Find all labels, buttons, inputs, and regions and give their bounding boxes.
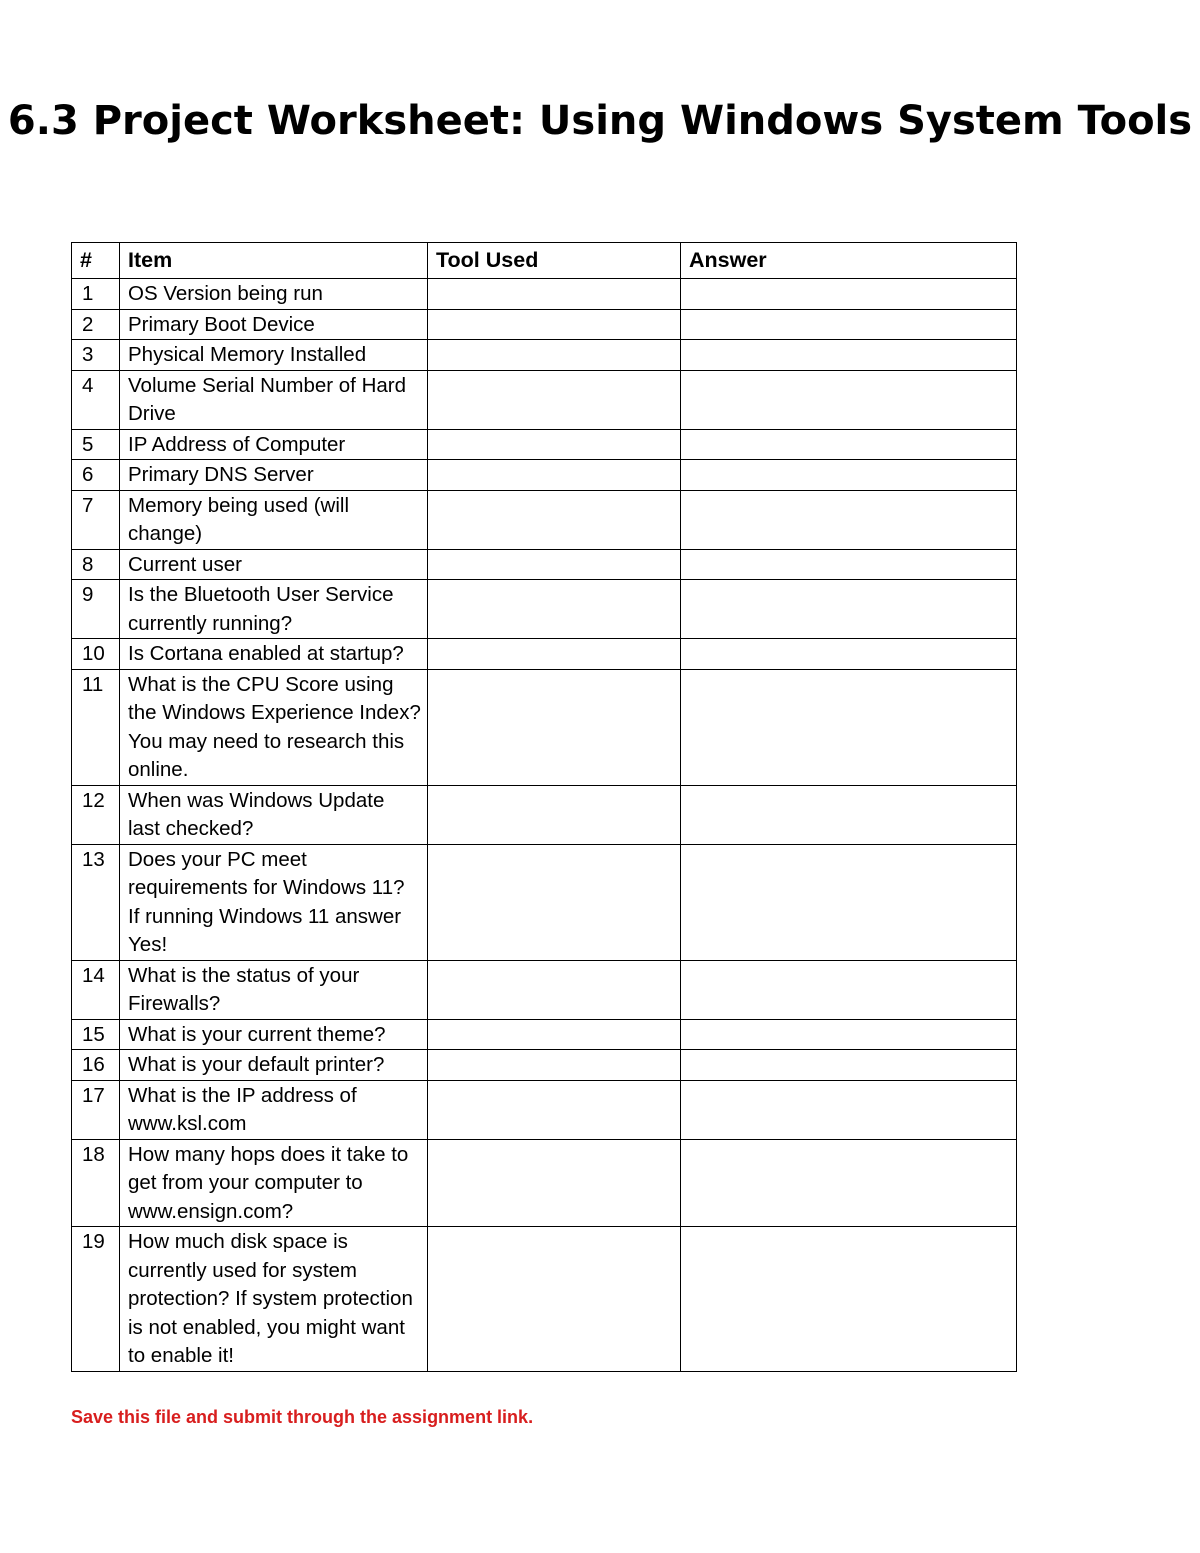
- row-answer-cell[interactable]: [681, 429, 1017, 460]
- row-answer-cell[interactable]: [681, 340, 1017, 371]
- row-tool-used-cell[interactable]: [428, 370, 681, 429]
- row-number: 10: [72, 639, 120, 670]
- row-item: What is your default printer?: [120, 1050, 428, 1081]
- row-answer-cell[interactable]: [681, 490, 1017, 549]
- row-tool-used-cell[interactable]: [428, 549, 681, 580]
- row-answer-cell[interactable]: [681, 785, 1017, 844]
- row-item: When was Windows Update last checked?: [120, 785, 428, 844]
- row-answer-cell[interactable]: [681, 549, 1017, 580]
- table-row: [72, 1050, 1017, 1081]
- table-row: [72, 580, 1017, 639]
- row-item: What is your current theme?: [120, 1019, 428, 1050]
- row-tool-used-cell[interactable]: [428, 340, 681, 371]
- row-number: 12: [72, 785, 120, 844]
- row-number: 2: [72, 309, 120, 340]
- row-tool-used-cell[interactable]: [428, 490, 681, 549]
- table-row: [72, 460, 1017, 491]
- table-row: [72, 669, 1017, 785]
- row-item: What is the status of your Firewalls?: [120, 960, 428, 1019]
- table-row: [72, 429, 1017, 460]
- worksheet-table: [71, 242, 1017, 1372]
- row-number: 11: [72, 669, 120, 785]
- row-answer-cell[interactable]: [681, 279, 1017, 310]
- row-item: Primary Boot Device: [120, 309, 428, 340]
- submit-instruction: Save this file and submit through the assignment link.: [71, 1407, 534, 1427]
- row-item: Is the Bluetooth User Service currently running?: [120, 580, 428, 639]
- row-answer-cell[interactable]: [681, 1019, 1017, 1050]
- header-answer: Answer: [681, 243, 1017, 279]
- header-number: #: [72, 243, 120, 279]
- row-answer-cell[interactable]: [681, 580, 1017, 639]
- row-tool-used-cell[interactable]: [428, 1050, 681, 1081]
- row-number: 1: [72, 279, 120, 310]
- table-row: [72, 279, 1017, 310]
- row-number: 17: [72, 1080, 120, 1139]
- row-answer-cell[interactable]: [681, 1050, 1017, 1081]
- row-number: 19: [72, 1227, 120, 1372]
- row-answer-cell[interactable]: [681, 1227, 1017, 1372]
- header-item: Item: [120, 243, 428, 279]
- row-number: 18: [72, 1139, 120, 1227]
- header-tool-used: Tool Used: [428, 243, 681, 279]
- row-number: 8: [72, 549, 120, 580]
- row-tool-used-cell[interactable]: [428, 960, 681, 1019]
- row-item: What is the IP address of www.ksl.com: [120, 1080, 428, 1139]
- row-item: Physical Memory Installed: [120, 340, 428, 371]
- row-number: 14: [72, 960, 120, 1019]
- row-answer-cell[interactable]: [681, 309, 1017, 340]
- row-tool-used-cell[interactable]: [428, 844, 681, 960]
- row-item: OS Version being run: [120, 279, 428, 310]
- table-row: [72, 309, 1017, 340]
- row-answer-cell[interactable]: [681, 844, 1017, 960]
- row-item: Volume Serial Number of Hard Drive: [120, 370, 428, 429]
- row-item: Primary DNS Server: [120, 460, 428, 491]
- table-body: [72, 279, 1017, 1372]
- table-header: [72, 243, 1017, 279]
- row-answer-cell[interactable]: [681, 1080, 1017, 1139]
- table-row: [72, 340, 1017, 371]
- row-item: How much disk space is currently used for system protection? If system protection is not enabled, you might want to enable it!: [120, 1227, 428, 1372]
- row-number: 4: [72, 370, 120, 429]
- row-answer-cell[interactable]: [681, 460, 1017, 491]
- row-answer-cell[interactable]: [681, 1139, 1017, 1227]
- row-tool-used-cell[interactable]: [428, 785, 681, 844]
- row-item: IP Address of Computer: [120, 429, 428, 460]
- row-answer-cell[interactable]: [681, 370, 1017, 429]
- row-tool-used-cell[interactable]: [428, 309, 681, 340]
- row-tool-used-cell[interactable]: [428, 279, 681, 310]
- row-tool-used-cell[interactable]: [428, 1227, 681, 1372]
- table-row: [72, 549, 1017, 580]
- row-number: 9: [72, 580, 120, 639]
- table-row: [72, 490, 1017, 549]
- table-row: [72, 1080, 1017, 1139]
- row-tool-used-cell[interactable]: [428, 429, 681, 460]
- table-row: [72, 1227, 1017, 1372]
- table-row: [72, 1139, 1017, 1227]
- row-number: 3: [72, 340, 120, 371]
- row-number: 16: [72, 1050, 120, 1081]
- row-number: 6: [72, 460, 120, 491]
- row-item: Current user: [120, 549, 428, 580]
- row-item: Is Cortana enabled at startup?: [120, 639, 428, 670]
- table-row: [72, 844, 1017, 960]
- row-item: What is the CPU Score using the Windows Experience Index? You may need to research this online.: [120, 669, 428, 785]
- row-tool-used-cell[interactable]: [428, 1139, 681, 1227]
- row-item: Memory being used (will change): [120, 490, 428, 549]
- row-number: 13: [72, 844, 120, 960]
- row-number: 5: [72, 429, 120, 460]
- table-row: [72, 785, 1017, 844]
- row-answer-cell[interactable]: [681, 639, 1017, 670]
- page-title: [0, 96, 1200, 147]
- table-row: [72, 639, 1017, 670]
- row-tool-used-cell[interactable]: [428, 1080, 681, 1139]
- row-tool-used-cell[interactable]: [428, 639, 681, 670]
- table-row: [72, 1019, 1017, 1050]
- row-tool-used-cell[interactable]: [428, 580, 681, 639]
- row-tool-used-cell[interactable]: [428, 669, 681, 785]
- page-title-text: 6.3 Project Worksheet: Using Windows System Tools: [7, 98, 1193, 144]
- header-row: [72, 243, 1017, 279]
- row-item: How many hops does it take to get from your computer to www.ensign.com?: [120, 1139, 428, 1227]
- row-tool-used-cell[interactable]: [428, 460, 681, 491]
- row-number: 15: [72, 1019, 120, 1050]
- row-answer-cell[interactable]: [681, 960, 1017, 1019]
- table-row: [72, 960, 1017, 1019]
- row-number: 7: [72, 490, 120, 549]
- row-tool-used-cell[interactable]: [428, 1019, 681, 1050]
- row-answer-cell[interactable]: [681, 669, 1017, 785]
- table-row: [72, 370, 1017, 429]
- row-item: Does your PC meet requirements for Windows 11? If running Windows 11 answer Yes!: [120, 844, 428, 960]
